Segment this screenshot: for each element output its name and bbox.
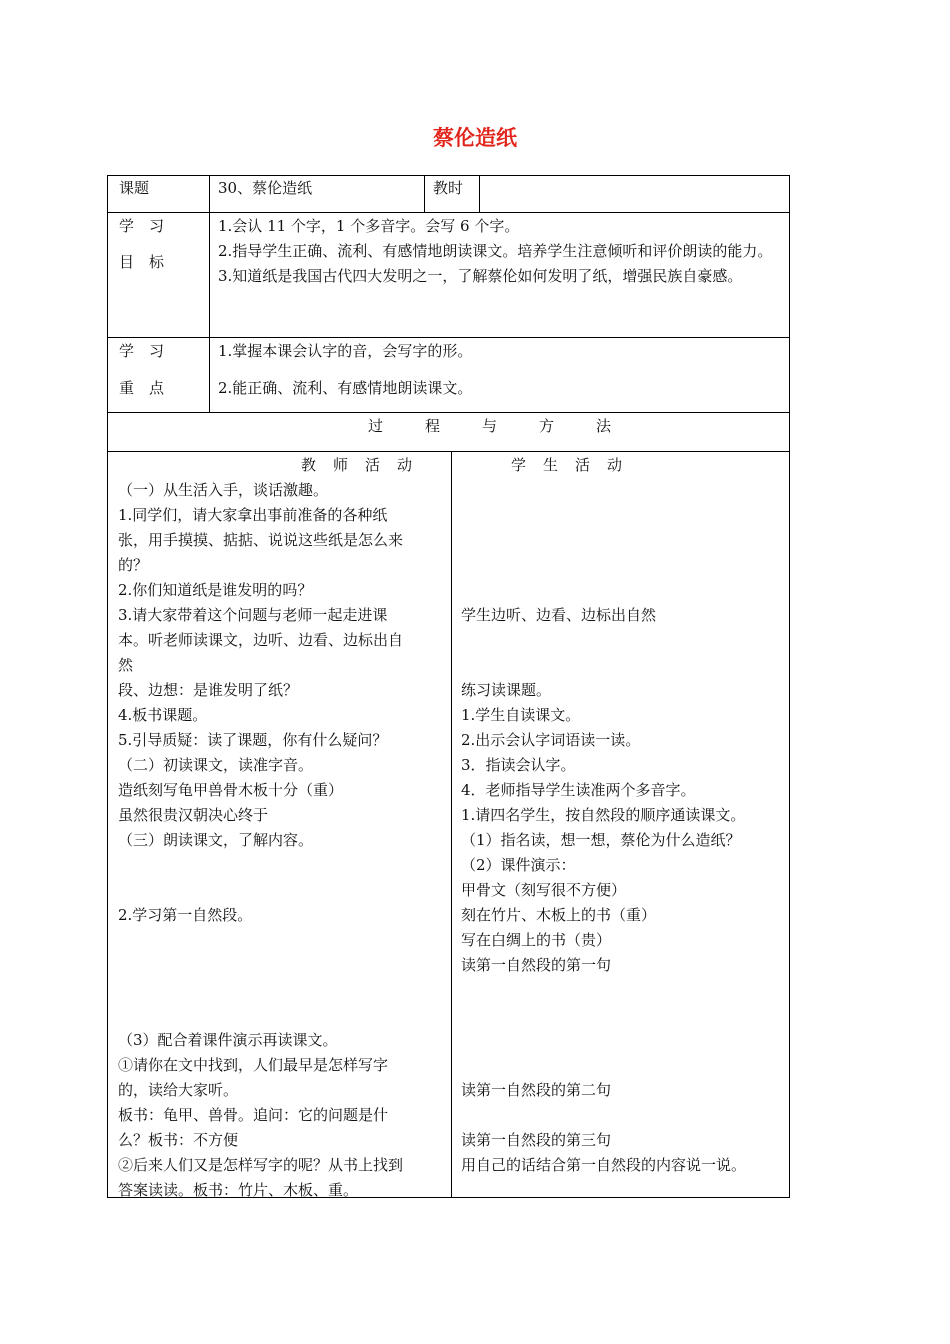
teacher-line: 5.引导质疑：读了课题，你有什么疑问？ bbox=[118, 731, 388, 749]
teacher-line: 张，用手摸摸、掂掂、说说这些纸是怎么来 bbox=[118, 531, 404, 549]
student-line: 刻在竹片、木板上的书（重） bbox=[461, 906, 657, 924]
document-title: 蔡伦造纸 bbox=[433, 126, 517, 150]
teacher-line: （一）从生活入手，谈话激趣。 bbox=[118, 481, 329, 499]
goals-list bbox=[218, 214, 783, 289]
student-line: 读第一自然段的第二句 bbox=[461, 1081, 612, 1099]
student-line: 用自己的话结合第一自然段的内容说一说。 bbox=[461, 1156, 747, 1174]
row-divider bbox=[108, 412, 789, 413]
teacher-line: ①请你在文中找到，人们最早是怎样写字 bbox=[118, 1056, 389, 1074]
student-line: 学生边听、边看、边标出自然 bbox=[461, 606, 657, 624]
goals-label-line2: 目 标 bbox=[119, 253, 165, 271]
teacher-line bbox=[118, 928, 448, 953]
student-line bbox=[461, 528, 786, 553]
row-divider bbox=[108, 337, 789, 338]
student-line: 3．指读会认字。 bbox=[461, 756, 576, 774]
row-divider bbox=[108, 451, 789, 452]
student-line: 读第一自然段的第一句 bbox=[461, 956, 612, 974]
student-line: 1.请四名学生，按自然段的顺序通读课文。 bbox=[461, 806, 746, 824]
focus-label-line2: 重 点 bbox=[119, 379, 165, 397]
teacher-line: 答案读读。板书：竹片、木板、重。 bbox=[118, 1181, 359, 1199]
student-line bbox=[461, 1053, 786, 1078]
student-line bbox=[461, 653, 786, 678]
topic-value: 30、蔡伦造纸 bbox=[218, 179, 313, 197]
student-line: 甲骨文（刻写很不方便） bbox=[461, 881, 627, 899]
topic-label: 课题 bbox=[119, 179, 150, 197]
teacher-line: 然 bbox=[118, 656, 134, 674]
student-line bbox=[461, 478, 786, 503]
teacher-line bbox=[118, 878, 448, 903]
student-activity-list bbox=[461, 478, 786, 1178]
goal-item: 1.会认 11 个字，1 个多音字。会写 6 个字。 bbox=[218, 217, 520, 235]
row-divider bbox=[108, 212, 789, 213]
teacher-line: 本。听老师读课文，边听、边看、边标出自 bbox=[118, 631, 404, 649]
teacher-line: 的？ bbox=[118, 556, 149, 574]
focus-item: 1.掌握本课会认字的音，会写字的形。 bbox=[218, 342, 473, 360]
student-activity-header: 学生活动 bbox=[511, 456, 640, 474]
column-divider bbox=[479, 176, 480, 212]
student-line: 写在白绸上的书（贵） bbox=[461, 931, 612, 949]
goal-item: 3.知道纸是我国古代四大发明之一，了解蔡伦如何发明了纸，增强民族自豪感。 bbox=[218, 267, 743, 285]
teacher-line bbox=[118, 853, 448, 878]
student-line bbox=[461, 628, 786, 653]
student-line: （2）课件演示： bbox=[461, 856, 576, 874]
teacher-line: 4.板书课题。 bbox=[118, 706, 208, 724]
teacher-line: ②后来人们又是怎样写字的呢？从书上找到 bbox=[118, 1156, 404, 1174]
hours-label: 教时 bbox=[433, 179, 464, 197]
goal-item: 2.指导学生正确、流利、有感情地朗读课文。培养学生注意倾听和评价朗读的能力。 bbox=[218, 242, 773, 260]
lesson-plan-table bbox=[107, 175, 790, 1198]
teacher-line: （三）朗读课文，了解内容。 bbox=[118, 831, 314, 849]
student-line bbox=[461, 1028, 786, 1053]
student-line: 4．老师指导学生读准两个多音字。 bbox=[461, 781, 696, 799]
student-line bbox=[461, 1103, 786, 1128]
student-line bbox=[461, 578, 786, 603]
column-divider bbox=[451, 451, 452, 1197]
student-line bbox=[461, 503, 786, 528]
student-line bbox=[461, 1003, 786, 1028]
teacher-line bbox=[118, 1003, 448, 1028]
teacher-line bbox=[118, 953, 448, 978]
teacher-line: （3）配合着课件演示再读课文。 bbox=[118, 1031, 338, 1049]
student-line: 读第一自然段的第三句 bbox=[461, 1131, 612, 1149]
column-divider bbox=[424, 176, 425, 212]
focus-item: 2.能正确、流利、有感情地朗读课文。 bbox=[218, 379, 473, 397]
teacher-line: 的，读给大家听。 bbox=[118, 1081, 239, 1099]
teacher-line: 1.同学们，请大家拿出事前准备的各种纸 bbox=[118, 506, 388, 524]
teacher-line: 2.学习第一自然段。 bbox=[118, 906, 253, 924]
teacher-line: 虽然很贵汉朝决心终于 bbox=[118, 806, 269, 824]
student-line: 练习读课题。 bbox=[461, 681, 552, 699]
teacher-line: 3.请大家带着这个问题与老师一起走进课 bbox=[118, 606, 388, 624]
focus-label-line1: 学 习 bbox=[119, 342, 165, 360]
student-line bbox=[461, 978, 786, 1003]
teacher-line bbox=[118, 978, 448, 1003]
column-divider bbox=[209, 176, 210, 412]
teacher-line: （二）初读课文，读准字音。 bbox=[118, 756, 314, 774]
goals-label-line1: 学 习 bbox=[119, 217, 165, 235]
teacher-activity-header: 教师活动 bbox=[301, 456, 430, 474]
teacher-activity-list bbox=[118, 478, 448, 1203]
student-line: （1）指名读，想一想，蔡伦为什么造纸？ bbox=[461, 831, 741, 849]
process-heading: 过程与方法 bbox=[368, 417, 654, 435]
teacher-line: 板书：龟甲、兽骨。追问：它的问题是什 bbox=[118, 1106, 389, 1124]
teacher-line: 么？板书：不方便 bbox=[118, 1131, 239, 1149]
teacher-line: 造纸刻写龟甲兽骨木板十分（重） bbox=[118, 781, 344, 799]
teacher-line: 段、边想：是谁发明了纸？ bbox=[118, 681, 299, 699]
teacher-line: 2.你们知道纸是谁发明的吗？ bbox=[118, 581, 313, 599]
student-line: 1.学生自读课文。 bbox=[461, 706, 581, 724]
student-line: 2.出示会认字词语读一读。 bbox=[461, 731, 641, 749]
student-line bbox=[461, 553, 786, 578]
